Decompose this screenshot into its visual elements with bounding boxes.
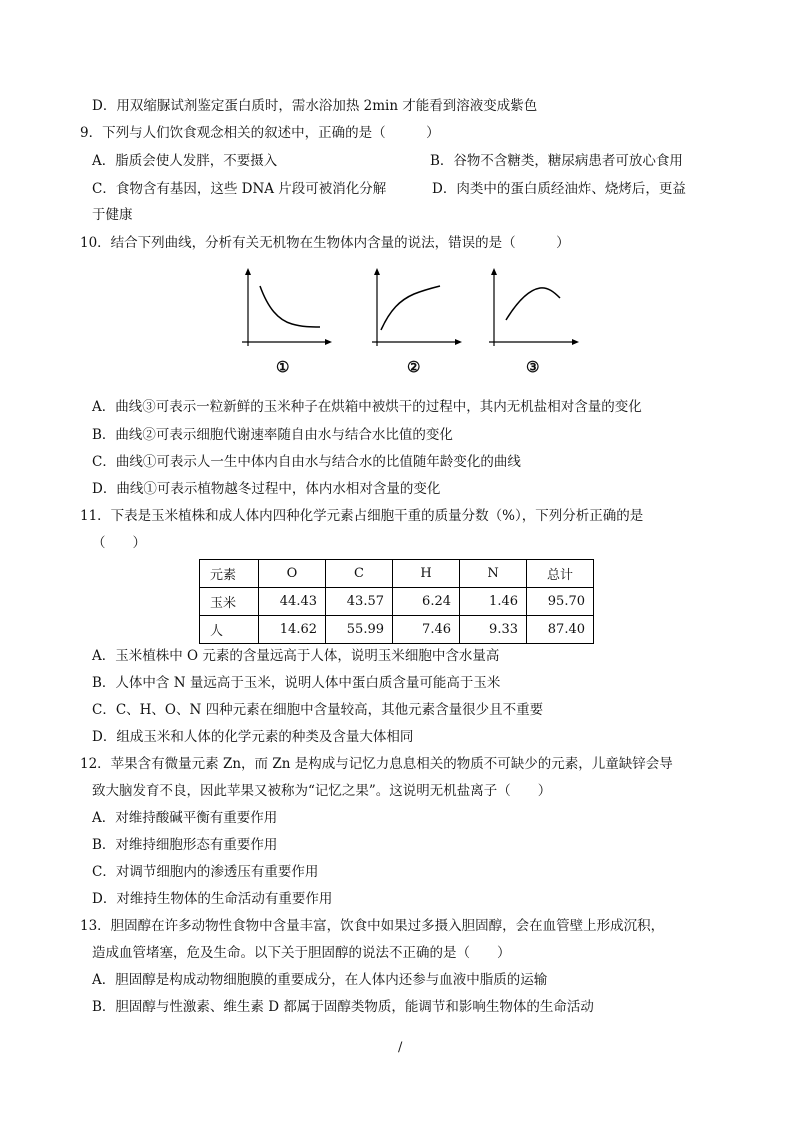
arrow-x-1 [325, 339, 332, 345]
q11-option-a: A．玉米植株中 O 元素的含量远高于人体，说明玉米细胞中含水量高 [92, 648, 500, 664]
q10-curves [232, 268, 592, 383]
q10-option-a: A．曲线③可表示一粒新鲜的玉米种子在烘箱中被烘干的过程中，其内无机盐相对含量的变化 [92, 399, 642, 415]
q12-option-b: B．对维持细胞形态有重要作用 [92, 837, 278, 853]
table-cell: 87.40 [527, 616, 594, 644]
table-cell: 7.46 [393, 616, 460, 644]
q9-option-a: A．脂质会使人发胖，不要摄入 [92, 153, 278, 169]
arrow-x-2 [455, 339, 462, 345]
table-header-cell: 总计 [527, 560, 594, 588]
q11-option-b: B．人体中含 N 量远高于玉米，说明人体中蛋白质含量可能高于玉米 [92, 675, 501, 691]
curve-2 [381, 286, 440, 330]
q12-stem-line1: 12．苹果含有微量元素 Zn，而 Zn 是构成与记忆力息息相关的物质不可缺少的元素，儿童缺锌会导 [80, 756, 673, 772]
arrow-y-1 [245, 268, 251, 275]
curve-label-1: ① [276, 358, 290, 376]
q13-stem-line1: 13．胆固醇在许多动物性食物中含量丰富，饮食中如果过多摄入胆固醇，会在血管壁上形成沉积， [80, 918, 665, 934]
q10-stem: 10．结合下列曲线，分析有关无机物在生物体内含量的说法，错误的是（ ） [80, 235, 570, 251]
curve-1 [260, 286, 320, 327]
q8-option-d: D．用双缩脲试剂鉴定蛋白质时，需水浴加热 2min 才能看到溶液变成紫色 [92, 98, 538, 114]
table-header-cell: O [259, 560, 326, 588]
curve-3 [506, 288, 560, 320]
q12-stem-line2: 致大脑发育不良，因此苹果又被称为“记忆之果”。这说明无机盐离子（ ） [92, 783, 552, 799]
table-header-cell: N [460, 560, 527, 588]
q13-stem-line2: 造成血管堵塞，危及生命。以下关于胆固醇的说法不正确的是（ ） [92, 945, 511, 961]
q9-option-b: B．谷物不含糖类，糖尿病患者可放心食用 [430, 153, 683, 169]
q13-option-a: A．胆固醇是构成动物细胞膜的重要成分，在人体内还参与血液中脂质的运输 [92, 972, 548, 988]
curve-graph-2 [372, 268, 462, 346]
arrow-y-2 [374, 268, 380, 275]
q12-option-d: D．对维持生物体的生命活动有重要作用 [92, 891, 333, 907]
table-cell: 9.33 [460, 616, 527, 644]
q9-option-c: C．食物含有基因，这些 DNA 片段可被消化分解 [92, 181, 387, 197]
q13-option-b: B．胆固醇与性激素、维生素 D 都属于固醇类物质，能调节和影响生物体的生命活动 [92, 999, 594, 1015]
q11-option-c: C．C、H、O、N 四种元素在细胞中含量较高，其他元素含量很少且不重要 [92, 702, 544, 718]
table-header-cell: H [393, 560, 460, 588]
curve-graph-3 [489, 268, 579, 346]
table-row [200, 588, 594, 616]
curve-label-2: ② [407, 358, 421, 376]
q11-blank: （ ） [92, 535, 146, 551]
curve-label-3: ③ [526, 358, 540, 376]
table-cell: 14.62 [259, 616, 326, 644]
arrow-y-3 [491, 268, 497, 275]
curve-graph-1 [242, 268, 332, 346]
curves-svg [232, 268, 592, 358]
table-row [200, 616, 594, 644]
table-cell: 95.70 [527, 588, 594, 616]
q12-option-a: A．对维持酸碱平衡有重要作用 [92, 810, 278, 826]
q12-option-c: C．对调节细胞内的渗透压有重要作用 [92, 864, 319, 880]
table-cell: 55.99 [326, 616, 393, 644]
q10-option-d: D．曲线①可表示植物越冬过程中，体内水相对含量的变化 [92, 481, 441, 497]
table-header-row [200, 560, 594, 588]
table-cell: 6.24 [393, 588, 460, 616]
q10-option-c: C．曲线①可表示人一生中体内自由水与结合水的比值随年龄变化的曲线 [92, 454, 521, 470]
table-cell: 1.46 [460, 588, 527, 616]
table-header-cell: C [326, 560, 393, 588]
q11-stem: 11．下表是玉米植株和成人体内四种化学元素占细胞干重的质量分数（%），下列分析正确的是 [80, 508, 644, 524]
element-table [199, 559, 594, 644]
table-cell: 43.57 [326, 588, 393, 616]
q9-option-d-cont: 于健康 [92, 207, 133, 223]
table-cell: 44.43 [259, 588, 326, 616]
q11-option-d: D．组成玉米和人体的化学元素的种类及含量大体相同 [92, 729, 414, 745]
table-header-cell: 元素 [200, 560, 259, 588]
page-number: / [398, 1040, 403, 1055]
q9-stem: 9．下列与人们饮食观念相关的叙述中，正确的是（ ） [80, 125, 440, 141]
q9-option-d: D．肉类中的蛋白质经油炸、烧烤后，更益 [432, 181, 686, 197]
table-cell: 人 [200, 616, 259, 644]
table-cell: 玉米 [200, 588, 259, 616]
q10-option-b: B．曲线②可表示细胞代谢速率随自由水与结合水比值的变化 [92, 427, 453, 443]
arrow-x-3 [572, 339, 579, 345]
